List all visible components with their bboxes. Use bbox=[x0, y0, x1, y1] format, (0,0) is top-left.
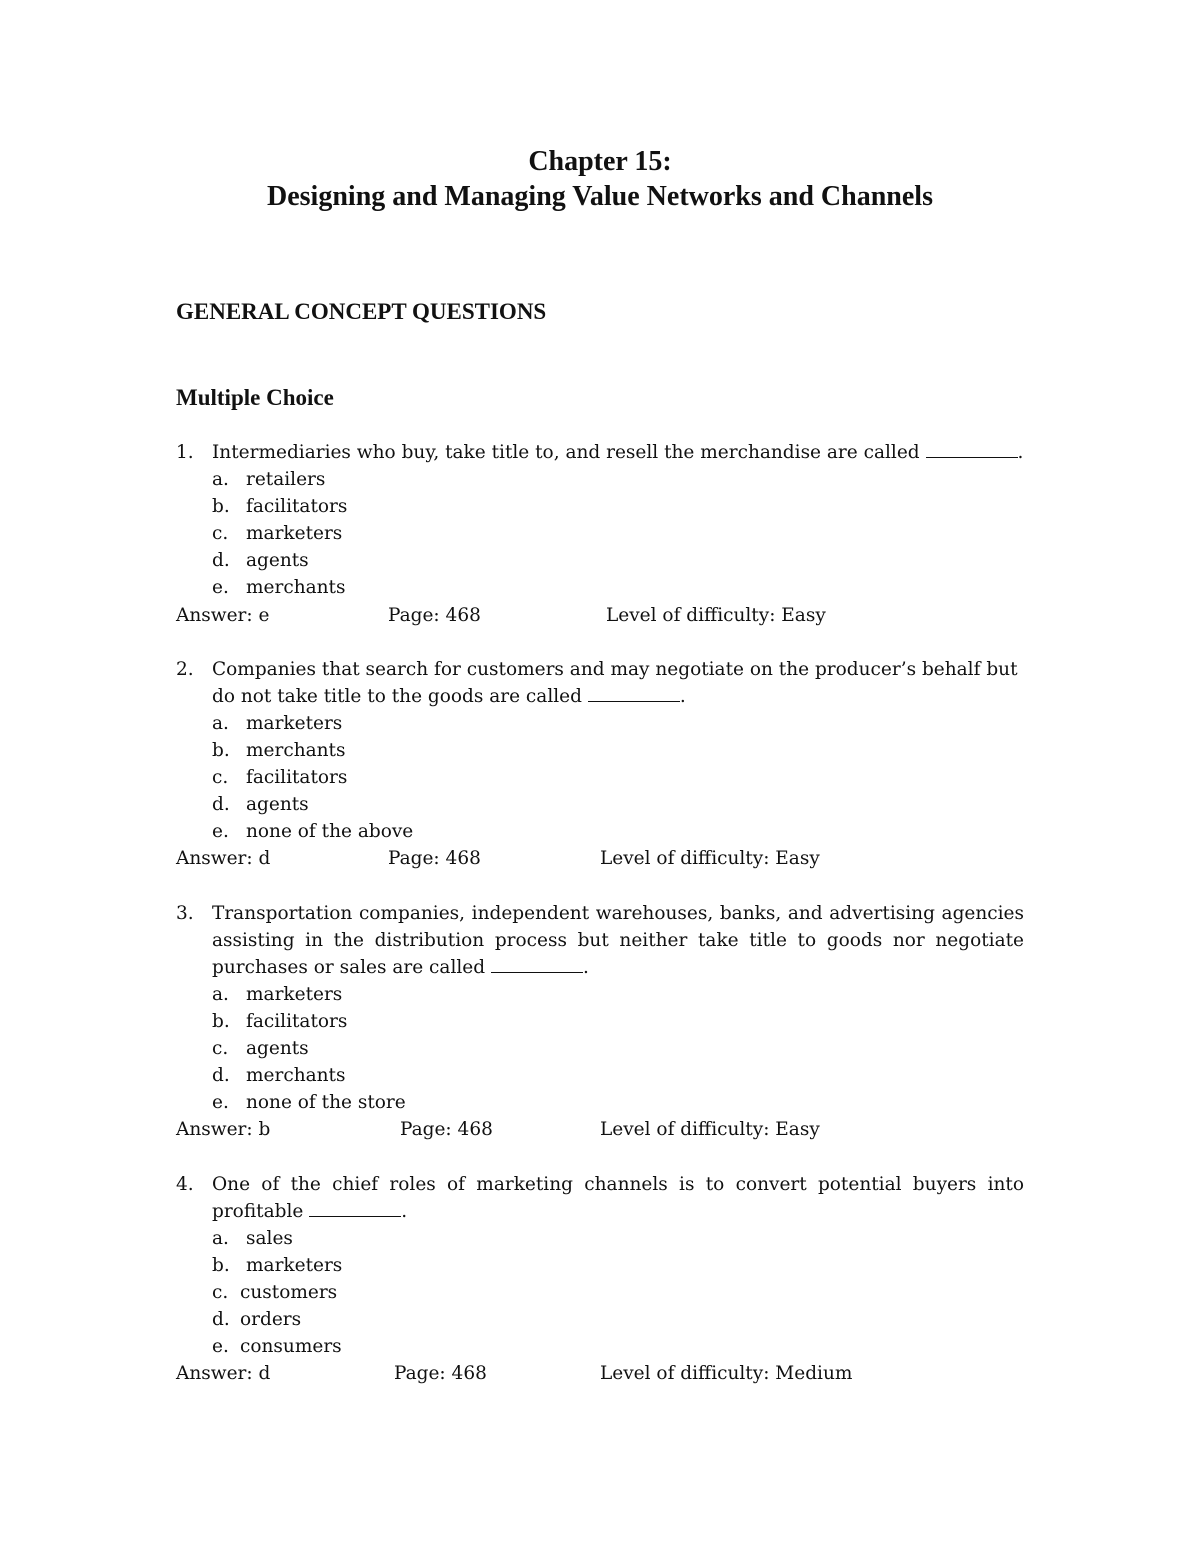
answer-key: Answer: d bbox=[176, 1363, 271, 1385]
question-text bbox=[212, 656, 1024, 710]
option-text: facilitators bbox=[246, 496, 348, 518]
option-d bbox=[176, 1306, 1024, 1333]
answer-line bbox=[176, 602, 1024, 629]
difficulty-level: Level of difficulty: Medium bbox=[600, 1363, 853, 1385]
option-text: orders bbox=[240, 1309, 302, 1330]
difficulty-level: Level of difficulty: Easy bbox=[606, 604, 826, 626]
option-letter: d. bbox=[212, 1065, 230, 1087]
stem-text: Transportation companies, independent warehouses, banks, and advertising agencies assisting in the distribution process but neither take title to goods nor negotiate purchases or sales are called bbox=[212, 902, 1024, 978]
answer-key: Answer: b bbox=[176, 1119, 271, 1141]
option-a bbox=[176, 1225, 1024, 1252]
option-letter: b. bbox=[212, 496, 230, 518]
option-d bbox=[176, 1062, 1024, 1089]
chapter-number: Chapter 15: bbox=[528, 146, 672, 177]
option-list bbox=[176, 710, 1024, 845]
option-c bbox=[176, 520, 1024, 547]
option-a bbox=[176, 710, 1024, 737]
question-1 bbox=[176, 439, 1024, 629]
answer-key: Answer: d bbox=[176, 848, 271, 870]
option-letter: d. bbox=[212, 550, 230, 572]
question-number: 1. bbox=[176, 442, 194, 463]
option-letter: e. bbox=[212, 1092, 229, 1114]
option-d bbox=[176, 547, 1024, 574]
question-4 bbox=[176, 1171, 1024, 1388]
stem-text: Companies that search for customers and may negotiate on the producer’s behalf but do not take title to the goods are called bbox=[212, 658, 1018, 707]
option-letter: a. bbox=[212, 469, 229, 491]
option-letter: a. bbox=[212, 983, 229, 1005]
option-e bbox=[176, 574, 1024, 601]
stem-end: . bbox=[582, 956, 589, 978]
option-text: marketers bbox=[246, 983, 343, 1005]
option-text: customers bbox=[240, 1281, 338, 1303]
answer-line bbox=[176, 1360, 1024, 1387]
option-text: marketers bbox=[246, 1254, 343, 1276]
option-e bbox=[176, 818, 1024, 845]
option-a bbox=[176, 981, 1024, 1008]
option-letter: b. bbox=[212, 1254, 230, 1276]
question-3 bbox=[176, 900, 1024, 1144]
option-c bbox=[176, 1035, 1024, 1062]
difficulty-level: Level of difficulty: Easy bbox=[600, 848, 820, 870]
option-text: agents bbox=[246, 1038, 309, 1060]
section-heading: GENERAL CONCEPT QUESTIONS bbox=[176, 299, 547, 324]
question-list bbox=[176, 439, 1024, 1414]
question-stem bbox=[176, 656, 1024, 710]
option-text: consumers bbox=[240, 1336, 342, 1358]
option-letter: b. bbox=[212, 740, 230, 762]
option-letter: b. bbox=[212, 1010, 230, 1032]
option-letter: d. bbox=[212, 1309, 230, 1330]
option-text: agents bbox=[246, 550, 309, 572]
question-text bbox=[212, 900, 1024, 981]
question-2 bbox=[176, 656, 1024, 873]
option-text: merchants bbox=[246, 1065, 346, 1087]
option-letter: c. bbox=[212, 1281, 229, 1303]
answer-blank bbox=[926, 441, 1018, 458]
option-e bbox=[176, 1333, 1024, 1360]
stem-end: . bbox=[679, 685, 686, 707]
option-letter: a. bbox=[212, 1227, 229, 1249]
answer-key: Answer: e bbox=[176, 604, 270, 626]
chapter-title: Designing and Managing Value Networks and Channels bbox=[267, 181, 933, 212]
question-number: 4. bbox=[176, 1173, 194, 1195]
stem-end: . bbox=[401, 1200, 408, 1222]
option-letter: e. bbox=[212, 1336, 229, 1358]
page-reference: Page: 468 bbox=[394, 1363, 487, 1385]
difficulty-level: Level of difficulty: Easy bbox=[600, 1119, 820, 1141]
option-text: marketers bbox=[246, 523, 343, 545]
answer-blank bbox=[309, 1200, 401, 1217]
option-list bbox=[176, 981, 1024, 1116]
option-text: retailers bbox=[246, 469, 326, 491]
option-text: sales bbox=[246, 1227, 293, 1249]
option-text: merchants bbox=[246, 577, 346, 599]
option-text: merchants bbox=[246, 740, 346, 762]
question-text bbox=[212, 1171, 1024, 1225]
question-number: 2. bbox=[176, 658, 194, 680]
option-text: agents bbox=[246, 794, 309, 816]
question-text bbox=[212, 439, 1024, 466]
option-list bbox=[176, 466, 1024, 601]
option-letter: d. bbox=[212, 794, 230, 816]
option-text: none of the above bbox=[246, 821, 414, 843]
option-letter: e. bbox=[212, 821, 229, 843]
option-b bbox=[176, 493, 1024, 520]
answer-blank bbox=[491, 956, 583, 973]
option-letter: c. bbox=[212, 523, 229, 545]
option-a bbox=[176, 466, 1024, 493]
page-reference: Page: 468 bbox=[388, 604, 481, 626]
answer-line bbox=[176, 845, 1024, 872]
option-letter: c. bbox=[212, 767, 229, 789]
question-number: 3. bbox=[176, 902, 194, 924]
page-reference: Page: 468 bbox=[400, 1119, 493, 1141]
option-c bbox=[176, 764, 1024, 791]
option-letter: e. bbox=[212, 577, 229, 599]
option-d bbox=[176, 791, 1024, 818]
answer-line bbox=[176, 1116, 1024, 1143]
option-text: facilitators bbox=[246, 1010, 348, 1032]
option-c bbox=[176, 1279, 1024, 1306]
option-text: facilitators bbox=[246, 767, 348, 789]
chapter-title-block bbox=[0, 144, 1200, 214]
page-reference: Page: 468 bbox=[388, 848, 481, 870]
question-stem bbox=[176, 900, 1024, 981]
question-stem bbox=[176, 439, 1024, 466]
option-b bbox=[176, 1252, 1024, 1279]
option-list bbox=[176, 1225, 1024, 1360]
stem-text: One of the chief roles of marketing channels is to convert potential buyers into profitable bbox=[212, 1173, 1024, 1222]
option-b bbox=[176, 737, 1024, 764]
option-e bbox=[176, 1089, 1024, 1116]
option-text: none of the store bbox=[246, 1092, 406, 1114]
stem-end: . bbox=[1017, 442, 1024, 463]
subsection-heading: Multiple Choice bbox=[176, 385, 334, 410]
question-stem bbox=[176, 1171, 1024, 1225]
option-letter: a. bbox=[212, 712, 229, 734]
option-text: marketers bbox=[246, 712, 343, 734]
option-b bbox=[176, 1008, 1024, 1035]
stem-text: Intermediaries who buy, take title to, and resell the merchandise are called bbox=[212, 442, 926, 463]
answer-blank bbox=[588, 685, 680, 702]
option-letter: c. bbox=[212, 1038, 229, 1060]
